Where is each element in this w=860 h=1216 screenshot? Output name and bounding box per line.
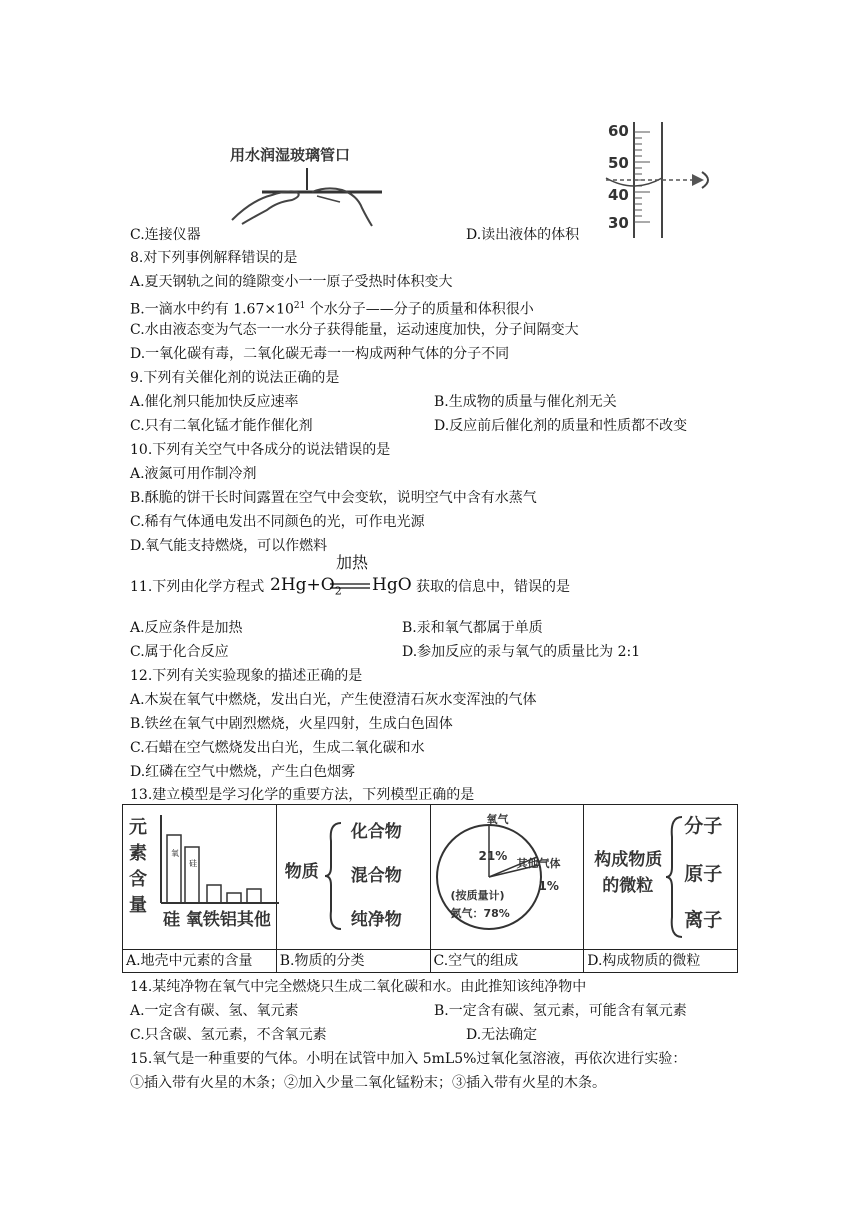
q12-option-b: B.铁丝在氧气中剧烈燃烧，火星四射，生成白色固体 [130, 716, 453, 732]
q10-option-b: B.酥脆的饼干长时间露置在空气中会变软，说明空气中含有水蒸气 [130, 490, 537, 506]
bar-other [247, 889, 261, 903]
q10-option-a: A.液氮可用作制冷剂 [130, 466, 257, 482]
q8-option-b-exponent: 21 [293, 301, 306, 311]
q9-stem: 9.下列有关催化剂的说法正确的是 [130, 370, 340, 386]
panel-a-ylabel [129, 815, 151, 919]
ylabel-char: 元 [129, 817, 147, 838]
panel-c-caption: C.空气的组成 [430, 950, 584, 973]
pie-oxygen-pct: 21% [478, 849, 508, 863]
bar-label-silicon: 硅 [189, 859, 197, 868]
panel-b-branch-3: 纯净物 [350, 910, 402, 930]
pie-basis: (按质量计) [450, 889, 505, 902]
hands-tube-drawing [212, 140, 402, 228]
cylinder-tick-40: 40 [608, 186, 629, 204]
q14-option-b: B.一定含有碳、氢元素，可能含有氧元素 [434, 1003, 687, 1019]
panel-b-branch-2: 混合物 [350, 866, 402, 886]
panel-b-caption: B.物质的分类 [276, 950, 430, 973]
panel-b-brace [323, 821, 343, 931]
cylinder-tick-30: 30 [608, 214, 629, 232]
q13-stem: 13.建立模型是学习化学的重要方法，下列模型正确的是 [130, 787, 475, 803]
q8-option-a: A.夏天钢轨之间的缝隙变小一一原子受热时体积变大 [130, 274, 453, 290]
q12-option-d: D.红磷在空气中燃烧，产生白色烟雾 [130, 764, 356, 780]
panel-b-image [276, 805, 430, 950]
panel-d-branch-1: 分子 [684, 815, 723, 837]
q10-stem: 10.下列有关空气中各成分的说法错误的是 [130, 442, 391, 458]
panel-c-image [430, 805, 584, 950]
chemical-equation [270, 554, 410, 600]
q8-stem: 8.对下列事例解释错误的是 [130, 250, 298, 266]
models-table [122, 804, 738, 973]
q9-option-d: D.反应前后催化剂的质量和性质都不改变 [434, 418, 688, 434]
equation-reactants: 2Hg+O [270, 575, 335, 595]
panel-a-categories [163, 905, 271, 930]
panel-a-image [123, 805, 277, 950]
option-d-read-volume: D.读出液体的体积 [466, 227, 580, 243]
panel-a-caption: A.地壳中元素的含量 [123, 950, 277, 973]
panel-d-branch-3: 离子 [684, 909, 723, 931]
q11-option-a: A.反应条件是加热 [130, 620, 243, 636]
q9-option-a: A.催化剂只能加快反应速率 [130, 394, 299, 410]
panel-d-root-line-1: 构成物质 [594, 850, 663, 870]
q9-option-c: C.只有二氧化锰才能作催化剂 [130, 418, 313, 434]
q8-option-b-pre: B.一滴水中约有 1.67×10 [130, 301, 294, 318]
q15-line-2: ①插入带有火星的木条；②加入少量二氧化锰粉末；③插入带有火星的木条。 [130, 1075, 606, 1091]
equation-condition: 加热 [336, 553, 369, 572]
panel-d-root-line-2: 的微粒 [602, 876, 654, 896]
q12-stem: 12.下列有关实验现象的描述正确的是 [130, 668, 363, 684]
bar-aluminum [227, 893, 241, 903]
q11-option-c: C.属于化合反应 [130, 644, 229, 660]
q10-option-d: D.氧气能支持燃烧，可以作燃料 [130, 538, 328, 554]
panel-a-bar-chart [157, 815, 283, 915]
q12-option-c: C.石蜡在空气燃烧发出白光，生成二氧化碳和水 [130, 740, 425, 756]
q14-option-c: C.只含碳、氢元素，不含氧元素 [130, 1027, 327, 1043]
equation-product: HgO [372, 575, 412, 595]
panel-d-caption: D.构成物质的微粒 [584, 950, 738, 973]
category-other: 其他 [236, 910, 271, 930]
panel-d-branch-2: 原子 [684, 863, 723, 885]
q8-option-c: C.水由液态变为气态一一水分子获得能量，运动速度加快，分子间隔变大 [130, 322, 579, 338]
q11-stem-post: 获取的信息中，错误的是 [416, 579, 570, 595]
pie-oxygen-label: 氧气 [486, 813, 509, 826]
q14-option-a: A.一定含有碳、氢、氧元素 [130, 1003, 299, 1019]
connect-figure-label: 用水润湿玻璃管口 [230, 146, 351, 164]
equation-subscript: 2 [334, 584, 342, 598]
q15-line-1: 15.氧气是一种重要的气体。小明在试管中加入 5mL5%过氧化氢溶液，再依次进行实验： [130, 1051, 687, 1067]
category-aluminum: 铝 [219, 910, 237, 930]
ylabel-char: 量 [129, 895, 147, 916]
pie-nitrogen: 氮气：78% [450, 907, 510, 920]
q14-stem: 14.某纯净物在氧气中完全燃烧只生成二氧化碳和水。由此推知该纯净物中 [130, 979, 587, 995]
connect-apparatus-figure [212, 140, 402, 228]
cylinder-tick-50: 50 [608, 154, 629, 172]
q12-option-a: A.木炭在氧气中燃烧，发出白光，产生使澄清石灰水变浑浊的气体 [130, 692, 537, 708]
ylabel-char: 素 [129, 843, 147, 864]
ylabel-char: 含 [129, 869, 147, 890]
q10-option-c: C.稀有气体通电发出不同颜色的光，可作电光源 [130, 514, 425, 530]
category-iron: 铁 [202, 910, 220, 930]
panel-d-brace [664, 815, 684, 939]
cylinder-tick-60: 60 [608, 122, 629, 140]
q11-option-b: B.汞和氧气都属于单质 [402, 620, 543, 636]
category-oxygen: 氧 [185, 910, 203, 930]
q8-option-b [130, 297, 534, 319]
q11-stem-pre: 11.下列由化学方程式 [130, 579, 265, 595]
q9-option-b: B.生成物的质量与催化剂无关 [434, 394, 617, 410]
pie-other-pct: 1% [538, 879, 559, 893]
q14-option-d: D.无法确定 [466, 1027, 538, 1043]
panel-d-image [584, 805, 738, 950]
q8-option-d: D.一氧化碳有毒，二氧化碳无毒一一构成两种气体的分子不同 [130, 346, 510, 362]
bar-label-oxygen: 氧 [171, 849, 179, 858]
panel-b-branch-1: 化合物 [350, 822, 402, 842]
category-silicon: 硅 [163, 910, 180, 930]
graduated-cylinder-figure [600, 118, 740, 240]
q8-option-b-post: 个水分子——分子的质量和体积很小 [305, 301, 534, 318]
q11-option-d: D.参加反应的汞与氧气的质量比为 2:1 [402, 644, 641, 660]
panel-b-root: 物质 [284, 862, 319, 882]
equation-double-line [330, 582, 370, 592]
bar-iron [207, 885, 221, 903]
pie-other-label: 其他气体 [516, 857, 561, 870]
option-c-connect: C.连接仪器 [130, 227, 201, 243]
